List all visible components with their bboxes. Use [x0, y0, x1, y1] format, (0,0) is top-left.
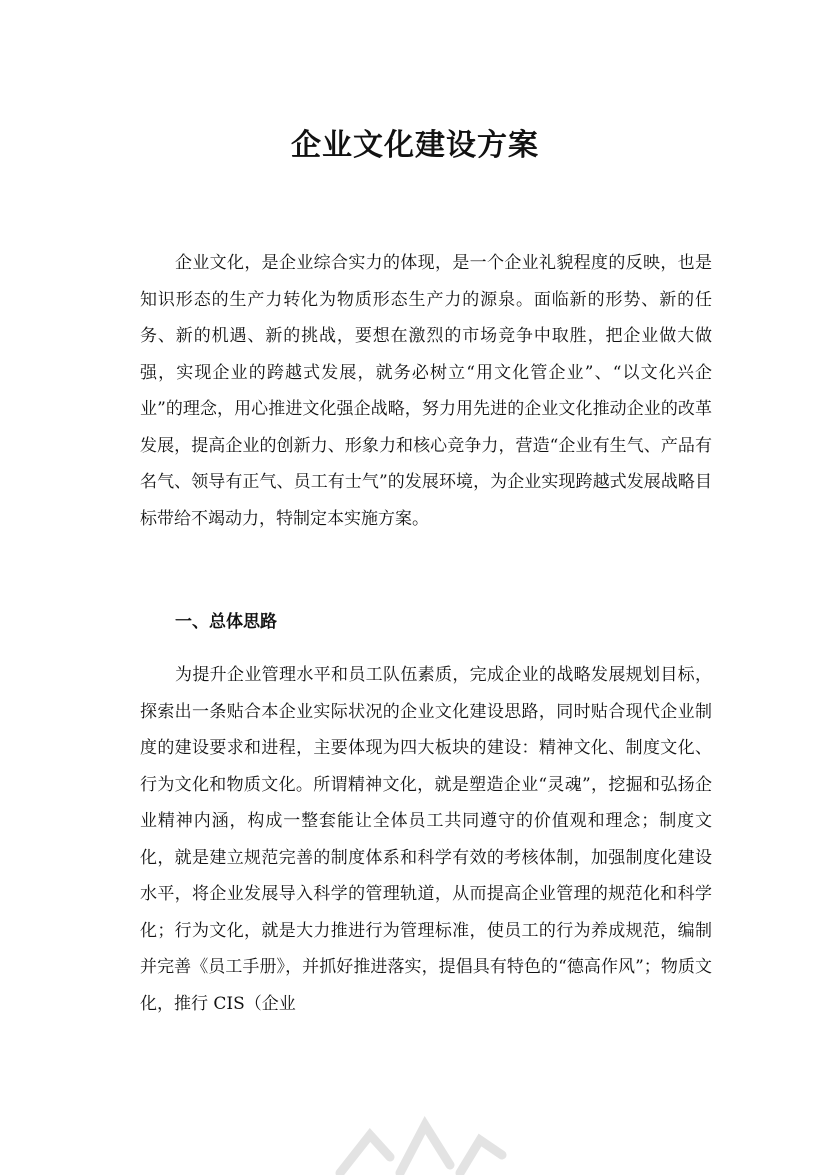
section-paragraph-overall-approach: 为提升企业管理水平和员工队伍素质，完成企业的战略发展规划目标，探索出一条贴合本企业实际状况的企业文化建设思路，同时贴合现代企业制度的建设要求和进程，主要体现为四大板块的建设：精神文化、制度文化、行为文化和物质文化。所谓精神文化，就是塑造企业“灵魂”，挖掘和弘扬企业精神内涵，构成一整套能让全体员工共同遵守的价值观和理念；制度文化，就是建立规范完善的制度体系和科学有效的考核体制，加强制度化建设水平，将企业发展导入科学的管理轨道，从而提高企业管理的规范化和科学化；行为文化，就是大力推进行为管理标准，使员工的行为养成规范，编制并完善《员工手册》，并抓好推进落实，提倡具有特色的“德高作风”；物质文化，推行 CIS（企业 [140, 665, 712, 1014]
intro-paragraph: 企业文化，是企业综合实力的体现，是一个企业礼貌程度的反映，也是知识形态的生产力转化为物质形态生产力的源泉。面临新的形势、新的任务、新的机遇、新的挑战，要想在激烈的市场竞争中取胜，把企业做大做强，实现企业的跨越式发展，就务必树立“用文化管企业”、“以文化兴企业”的理念，用心推进文化强企战略，努力用先进的企业文化推动企业的改革发展，提高企业的创新力、形象力和核心竞争力，营造“企业有生气、产品有名气、领导有正气、员工有士气”的发展环境，为企业实现跨越式发展战略目标带给不竭动力，特制定本实施方案。 [140, 253, 712, 529]
watermark-logo-icon [330, 1095, 510, 1175]
document-title: 企业文化建设方案 [291, 128, 539, 163]
section-heading-overall-approach: 一、总体思路 [175, 612, 277, 632]
